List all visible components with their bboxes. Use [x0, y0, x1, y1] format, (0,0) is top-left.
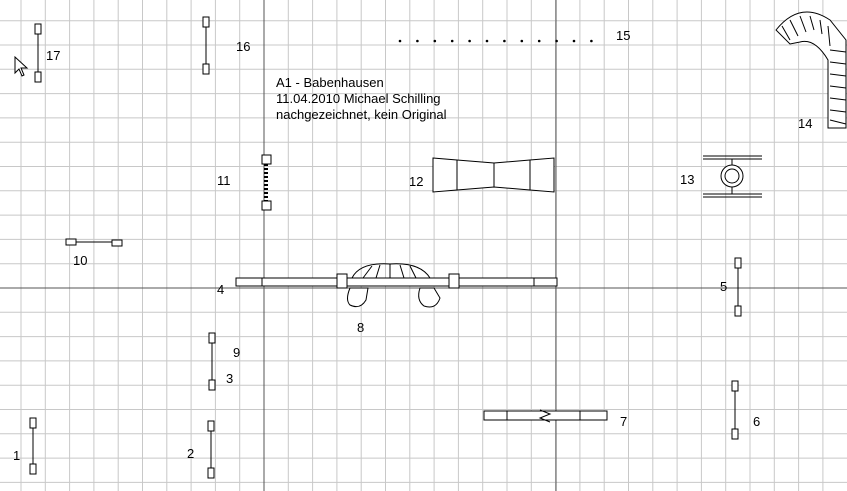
- obstacle-1-jump[interactable]: [30, 418, 36, 474]
- weave-pole: [521, 40, 524, 43]
- weave-pole: [399, 40, 402, 43]
- label-5: 5: [720, 279, 728, 294]
- obstacle-7-seesaw[interactable]: [484, 410, 607, 422]
- course-date-author: 11.04.2010 Michael Schilling: [276, 91, 441, 106]
- label-8: 8: [357, 320, 365, 335]
- weave-pole: [486, 40, 489, 43]
- weave-pole: [434, 40, 437, 43]
- label-17: 17: [46, 48, 61, 63]
- course-title: A1 - Babenhausen: [276, 75, 384, 90]
- label-15: 15: [616, 28, 631, 43]
- weave-pole: [555, 40, 558, 43]
- weave-pole: [416, 40, 419, 43]
- label-4: 4: [217, 282, 225, 297]
- label-3: 3: [226, 371, 234, 386]
- weave-pole: [538, 40, 541, 43]
- label-2: 2: [187, 446, 195, 461]
- label-14: 14: [798, 116, 813, 131]
- label-1: 1: [13, 448, 21, 463]
- arrow-pointer-icon: [14, 56, 30, 78]
- obstacle-2-jump[interactable]: [208, 421, 214, 478]
- obstacle-9-3-jump[interactable]: [209, 333, 215, 390]
- obstacle-4-dogwalk[interactable]: [236, 274, 557, 288]
- label-6: 6: [753, 414, 761, 429]
- label-11: 11: [217, 173, 231, 188]
- label-7: 7: [620, 414, 628, 429]
- label-12: 12: [409, 174, 424, 189]
- course-title-block: [276, 75, 447, 123]
- weave-pole: [590, 40, 593, 43]
- weave-pole: [468, 40, 471, 43]
- label-9: 9: [233, 345, 241, 360]
- weave-pole: [503, 40, 506, 43]
- label-13: 13: [680, 172, 695, 187]
- label-16: 16: [236, 39, 251, 54]
- obstacle-17-jump[interactable]: [35, 24, 41, 82]
- obstacle-14-tunnel[interactable]: [776, 12, 846, 128]
- obstacle-5-jump[interactable]: [735, 258, 741, 316]
- obstacle-12-tunnel[interactable]: [433, 158, 554, 192]
- obstacle-11-ladder[interactable]: [262, 155, 271, 210]
- weave-pole: [573, 40, 576, 43]
- label-10: 10: [73, 253, 88, 268]
- weave-pole: [451, 40, 454, 43]
- obstacle-15-weave-poles[interactable]: [399, 40, 593, 43]
- course-note: nachgezeichnet, kein Original: [276, 107, 447, 122]
